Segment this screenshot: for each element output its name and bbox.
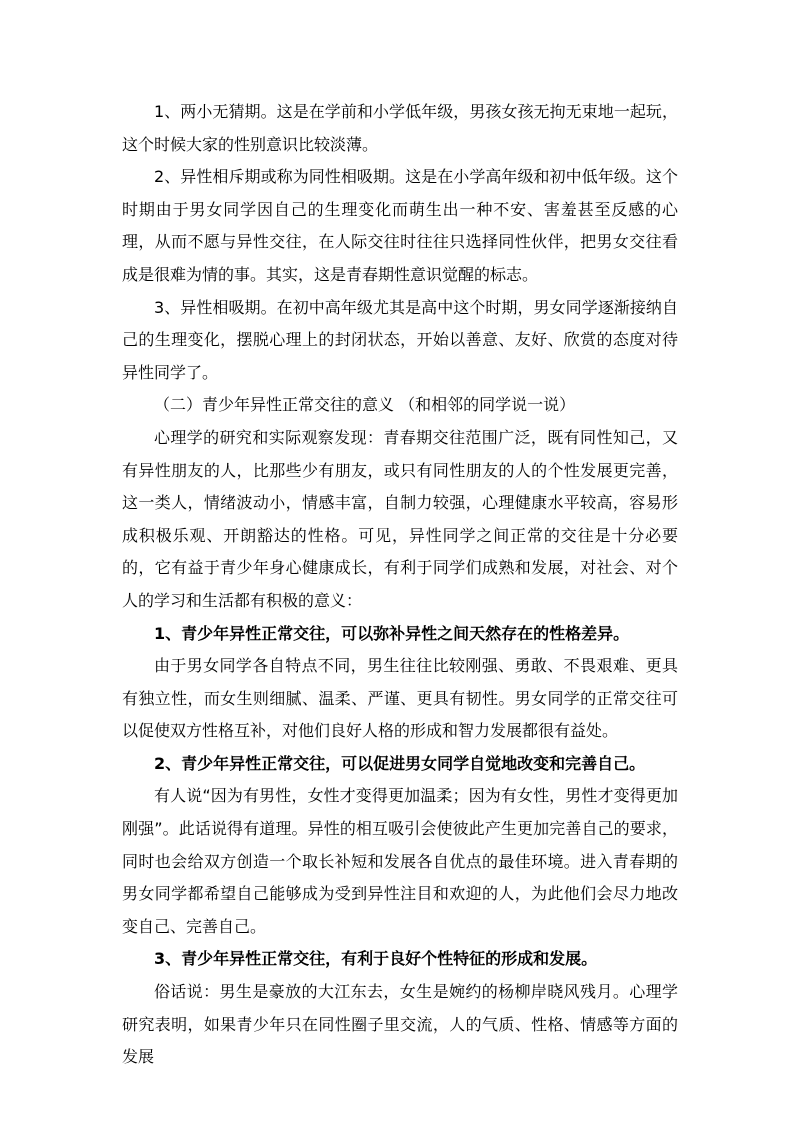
- paragraph-point-1: 由于男女同学各自特点不同，男生往往比较刚强、勇敢、不畏艰难、更具有独立性，而女生则细腻、温柔、严谨、更具有韧性。男女同学的正常交往可以促使双方性格互补，对他们良好人格的形成和智力发展都很有益处。: [122, 656, 678, 741]
- paragraph-point-2: 有人说“因为有男性，女性才变得更加温柔；因为有女性，男性才变得更加刚强”。此话说得有道理。异性的相互吸引会使彼此产生更加完善自己的要求，同时也会给双方创造一个取长补短和发展各自优点的最佳环境。进入青春期的男女同学都希望自己能够成为受到异性注目和欢迎的人，为此他们会尽力地改变自己、完善自己。: [122, 786, 678, 936]
- point-heading-3: 3、青少年异性正常交往，有利于良好个性特征的形成和发展。: [154, 949, 598, 969]
- point-heading-2: 2、青少年异性正常交往，可以促进男女同学自觉地改变和完善自己。: [154, 753, 646, 773]
- section-heading-significance: （二）青少年异性正常交往的意义 （和相邻的同学说一说）: [154, 395, 576, 415]
- paragraph-stage-1: 1、两小无猜期。这是在学前和小学低年级，男孩女孩无拘无束地一起玩，这个时候大家的性别意识比较淡薄。: [122, 102, 678, 154]
- document-body: [122, 96, 678, 1074]
- paragraph-stage-2: 2、异性相斥期或称为同性相吸期。这是在小学高年级和初中低年级。这个时期由于男女同学因自己的生理变化而萌生出一种不安、害羞甚至反感的心理，从而不愿与异性交往，在人际交往时往往只选择同性伙伴，把男女交往看成是很难为情的事。其实，这是青春期性意识觉醒的标志。: [122, 167, 678, 284]
- point-heading-1: 1、青少年异性正常交往，可以弥补异性之间天然存在的性格差异。: [154, 623, 630, 643]
- paragraph-stage-3: 3、异性相吸期。在初中高年级尤其是高中这个时期，男女同学逐渐接纳自己的生理变化，摆脱心理上的封闭状态，开始以善意、友好、欣赏的态度对待异性同学了。: [122, 297, 678, 382]
- paragraph-research-findings: 心理学的研究和实际观察发现：青春期交往范围广泛，既有同性知己，又有异性朋友的人，比那些少有朋友，或只有同性朋友的人的个性发展更完善，这一类人，情绪波动小，情感丰富，自制力较强，心理健康水平较高，容易形成积极乐观、开朗豁达的性格。可见，异性同学之间正常的交往是十分必要的，它有益于青少年身心健康成长，有利于同学们成熟和发展，对社会、对个人的学习和生活都有积极的意义：: [122, 427, 678, 610]
- paragraph-point-3: 俗话说：男生是豪放的大江东去，女生是婉约的杨柳岸晓风残月。心理学研究表明，如果青少年只在同性圈子里交流，人的气质、性格、情感等方面的发展: [122, 982, 678, 1067]
